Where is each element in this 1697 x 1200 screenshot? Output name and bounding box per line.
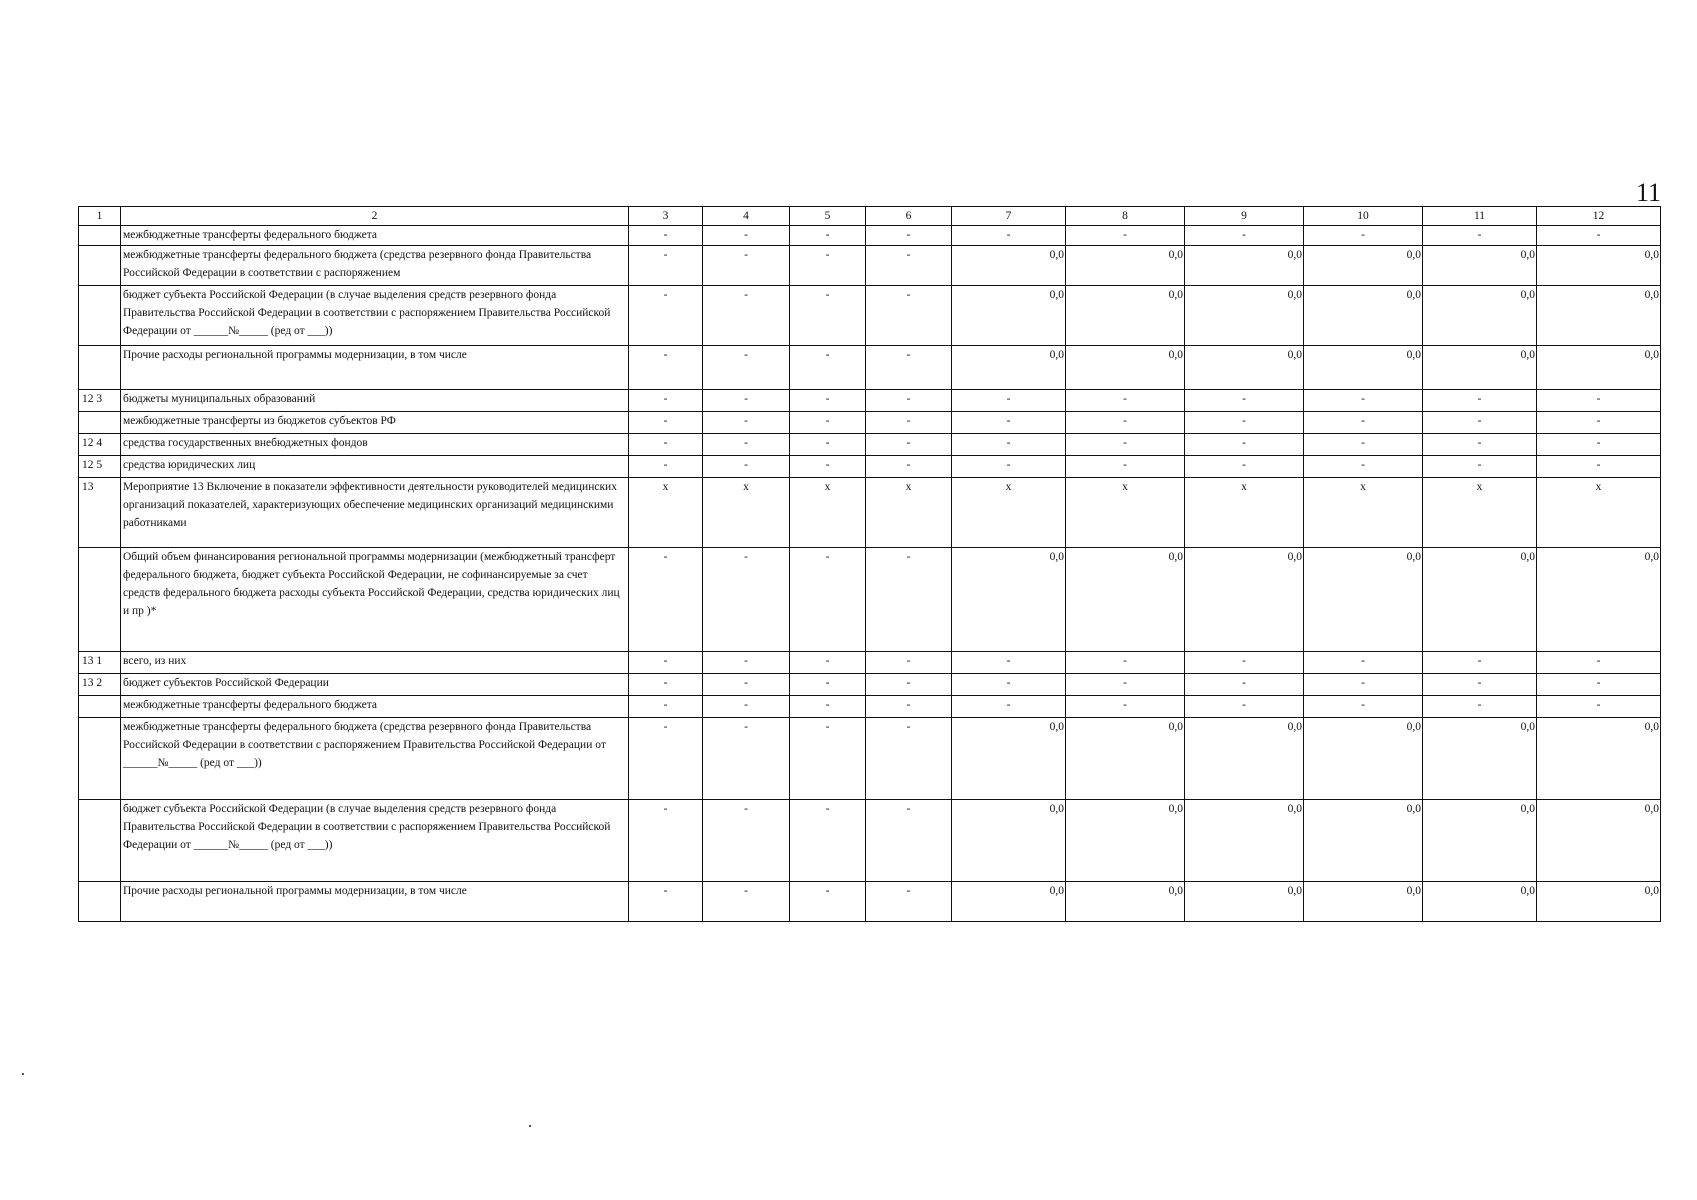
cell-value: - (790, 652, 866, 674)
row-code (79, 226, 121, 246)
column-header: 5 (790, 207, 866, 226)
row-code (79, 696, 121, 718)
cell-value: - (629, 346, 703, 390)
cell-value: - (1304, 674, 1423, 696)
scan-speck (22, 1073, 24, 1075)
cell-value: x (1185, 478, 1304, 548)
column-header: 6 (866, 207, 952, 226)
cell-value: - (1537, 674, 1661, 696)
table-row (79, 882, 1661, 922)
cell-value: - (866, 286, 952, 346)
cell-value: - (1066, 652, 1185, 674)
row-code: 13 1 (79, 652, 121, 674)
row-code: 12 5 (79, 456, 121, 478)
table-row (79, 346, 1661, 390)
cell-value: - (866, 246, 952, 286)
row-code (79, 800, 121, 882)
cell-value: 0,0 (952, 286, 1066, 346)
column-header: 10 (1304, 207, 1423, 226)
cell-value: 0,0 (952, 718, 1066, 800)
cell-value: - (629, 456, 703, 478)
cell-value: 0,0 (1537, 286, 1661, 346)
cell-value: - (703, 226, 790, 246)
cell-value: - (1537, 226, 1661, 246)
cell-value: - (1537, 434, 1661, 456)
table-row (79, 456, 1661, 478)
cell-value: - (1066, 434, 1185, 456)
cell-value: - (1304, 412, 1423, 434)
cell-value: - (629, 882, 703, 922)
cell-value: - (866, 434, 952, 456)
cell-value: - (1066, 226, 1185, 246)
cell-value: 0,0 (1185, 882, 1304, 922)
table-row (79, 390, 1661, 412)
cell-value: - (866, 674, 952, 696)
cell-value: - (790, 286, 866, 346)
cell-value: 0,0 (952, 800, 1066, 882)
cell-value: 0,0 (1304, 800, 1423, 882)
cell-value: 0,0 (952, 548, 1066, 652)
cell-value: x (703, 478, 790, 548)
cell-value: 0,0 (1066, 346, 1185, 390)
row-code: 13 (79, 478, 121, 548)
cell-value: 0,0 (1423, 718, 1537, 800)
cell-value: - (790, 548, 866, 652)
row-label: бюджет субъектов Российской Федерации (121, 674, 629, 696)
cell-value: - (1423, 674, 1537, 696)
cell-value: 0,0 (1066, 246, 1185, 286)
cell-value: - (703, 412, 790, 434)
cell-value: - (790, 674, 866, 696)
cell-value: - (1066, 674, 1185, 696)
cell-value: - (1537, 652, 1661, 674)
cell-value: - (790, 412, 866, 434)
cell-value: - (1537, 696, 1661, 718)
cell-value: - (703, 246, 790, 286)
cell-value: - (790, 456, 866, 478)
column-header: 12 (1537, 207, 1661, 226)
cell-value: - (866, 390, 952, 412)
cell-value: 0,0 (1185, 246, 1304, 286)
row-code: 12 4 (79, 434, 121, 456)
table-row (79, 478, 1661, 548)
cell-value: - (1066, 412, 1185, 434)
cell-value: - (790, 718, 866, 800)
cell-value: x (629, 478, 703, 548)
cell-value: 0,0 (1185, 286, 1304, 346)
cell-value: - (1185, 226, 1304, 246)
table-body (79, 207, 1661, 922)
cell-value: 0,0 (1185, 800, 1304, 882)
cell-value: - (790, 696, 866, 718)
cell-value: - (952, 226, 1066, 246)
row-label: межбюджетные трансферты из бюджетов субъектов РФ (121, 412, 629, 434)
cell-value: x (952, 478, 1066, 548)
table-row (79, 412, 1661, 434)
row-code (79, 286, 121, 346)
cell-value: - (1423, 696, 1537, 718)
cell-value: 0,0 (1304, 286, 1423, 346)
cell-value: - (866, 652, 952, 674)
cell-value: - (790, 226, 866, 246)
table-row (79, 718, 1661, 800)
table-row (79, 434, 1661, 456)
row-label: бюджет субъекта Российской Федерации (в случае выделения средств резервного фонда Правительства Российской Федерации в соответствии с распоряжением Правительства Российской Федерации от ______№_____ (ред от ___)) (121, 800, 629, 882)
row-label: межбюджетные трансферты федерального бюджета (121, 226, 629, 246)
column-header: 3 (629, 207, 703, 226)
cell-value: - (1423, 652, 1537, 674)
cell-value: - (790, 390, 866, 412)
cell-value: 0,0 (1304, 346, 1423, 390)
cell-value: - (866, 800, 952, 882)
cell-value: - (703, 696, 790, 718)
row-label: межбюджетные трансферты федерального бюджета (средства резервного фонда Правительства Российской Федерации в соответствии с распоряжением (121, 246, 629, 286)
cell-value: 0,0 (1304, 548, 1423, 652)
cell-value: 0,0 (1185, 548, 1304, 652)
table-row (79, 674, 1661, 696)
cell-value: x (1423, 478, 1537, 548)
row-label: средства государственных внебюджетных фондов (121, 434, 629, 456)
cell-value: - (1304, 434, 1423, 456)
cell-value: 0,0 (1537, 800, 1661, 882)
column-header: 1 (79, 207, 121, 226)
table-row (79, 226, 1661, 246)
cell-value: 0,0 (952, 882, 1066, 922)
row-label: Прочие расходы региональной программы модернизации, в том числе (121, 346, 629, 390)
cell-value: x (1066, 478, 1185, 548)
financing-table (78, 206, 1661, 922)
cell-value: - (629, 696, 703, 718)
cell-value: 0,0 (1185, 718, 1304, 800)
column-header: 9 (1185, 207, 1304, 226)
cell-value: - (1185, 652, 1304, 674)
cell-value: - (790, 434, 866, 456)
cell-value: 0,0 (1423, 882, 1537, 922)
cell-value: 0,0 (1537, 548, 1661, 652)
row-code (79, 882, 121, 922)
cell-value: - (866, 696, 952, 718)
cell-value: - (703, 390, 790, 412)
row-code (79, 246, 121, 286)
cell-value: - (1185, 456, 1304, 478)
cell-value: - (866, 346, 952, 390)
cell-value: - (1185, 434, 1304, 456)
cell-value: - (629, 434, 703, 456)
cell-value: 0,0 (1423, 346, 1537, 390)
cell-value: 0,0 (1066, 800, 1185, 882)
column-header: 2 (121, 207, 629, 226)
cell-value: - (629, 548, 703, 652)
cell-value: - (629, 674, 703, 696)
cell-value: - (629, 718, 703, 800)
cell-value: 0,0 (1537, 346, 1661, 390)
cell-value: - (703, 718, 790, 800)
cell-value: - (1304, 456, 1423, 478)
cell-value: - (1185, 696, 1304, 718)
column-header: 4 (703, 207, 790, 226)
cell-value: 0,0 (1304, 718, 1423, 800)
cell-value: x (1537, 478, 1661, 548)
cell-value: - (952, 456, 1066, 478)
row-label: средства юридических лиц (121, 456, 629, 478)
table-row (79, 800, 1661, 882)
cell-value: - (1423, 390, 1537, 412)
cell-value: - (1066, 696, 1185, 718)
cell-value: 0,0 (1537, 718, 1661, 800)
cell-value: - (1537, 456, 1661, 478)
cell-value: 0,0 (1423, 548, 1537, 652)
cell-value: - (703, 456, 790, 478)
column-header: 11 (1423, 207, 1537, 226)
row-label: Мероприятие 13 Включение в показатели эффективности деятельности руководителей медицинских организаций показателей, характеризующих обеспечение медицинских организаций медицинскими работниками (121, 478, 629, 548)
cell-value: - (1066, 456, 1185, 478)
cell-value: 0,0 (1423, 246, 1537, 286)
scan-speck (529, 1125, 531, 1127)
row-label: всего, из них (121, 652, 629, 674)
row-code: 12 3 (79, 390, 121, 412)
cell-value: - (1304, 696, 1423, 718)
cell-value: - (952, 674, 1066, 696)
row-code (79, 412, 121, 434)
cell-value: - (629, 246, 703, 286)
cell-value: 0,0 (1066, 718, 1185, 800)
cell-value: - (1423, 434, 1537, 456)
row-label: межбюджетные трансферты федерального бюджета (средства резервного фонда Правительства Российской Федерации в соответствии с распоряжением Правительства Российской Федерации от ______№_____ (ред от ___)) (121, 718, 629, 800)
cell-value: 0,0 (1423, 286, 1537, 346)
cell-value: - (1185, 412, 1304, 434)
cell-value: - (790, 246, 866, 286)
cell-value: 0,0 (1185, 346, 1304, 390)
cell-value: - (866, 718, 952, 800)
table-row (79, 286, 1661, 346)
cell-value: 0,0 (952, 346, 1066, 390)
cell-value: - (1304, 390, 1423, 412)
cell-value: - (629, 390, 703, 412)
cell-value: - (1185, 390, 1304, 412)
cell-value: - (1423, 456, 1537, 478)
row-label: межбюджетные трансферты федерального бюджета (121, 696, 629, 718)
cell-value: - (866, 548, 952, 652)
cell-value: - (790, 882, 866, 922)
table-row (79, 652, 1661, 674)
cell-value: - (790, 800, 866, 882)
table-row (79, 246, 1661, 286)
row-code (79, 718, 121, 800)
cell-value: 0,0 (1304, 246, 1423, 286)
cell-value: x (866, 478, 952, 548)
header-row (79, 207, 1661, 226)
cell-value: - (703, 286, 790, 346)
page-number: 11 (1636, 178, 1662, 207)
row-label: бюджет субъекта Российской Федерации (в случае выделения средств резервного фонда Правительства Российской Федерации в соответствии с распоряжением Правительства Российской Федерации от ______№_____ (ред от ___)) (121, 286, 629, 346)
cell-value: - (1537, 412, 1661, 434)
cell-value: 0,0 (1304, 882, 1423, 922)
cell-value: - (952, 390, 1066, 412)
cell-value: - (952, 412, 1066, 434)
cell-value: - (1066, 390, 1185, 412)
cell-value: - (703, 882, 790, 922)
cell-value: 0,0 (1423, 800, 1537, 882)
cell-value: - (1304, 226, 1423, 246)
cell-value: - (952, 434, 1066, 456)
cell-value: 0,0 (1537, 882, 1661, 922)
cell-value: - (629, 412, 703, 434)
cell-value: - (866, 882, 952, 922)
cell-value: - (629, 800, 703, 882)
cell-value: - (629, 286, 703, 346)
cell-value: - (703, 346, 790, 390)
cell-value: - (866, 456, 952, 478)
cell-value: 0,0 (1066, 548, 1185, 652)
cell-value: - (703, 434, 790, 456)
cell-value: - (866, 412, 952, 434)
cell-value: - (1423, 226, 1537, 246)
cell-value: - (703, 652, 790, 674)
row-code: 13 2 (79, 674, 121, 696)
cell-value: - (629, 226, 703, 246)
cell-value: - (629, 652, 703, 674)
cell-value: - (1537, 390, 1661, 412)
row-code (79, 548, 121, 652)
column-header: 8 (1066, 207, 1185, 226)
cell-value: - (866, 226, 952, 246)
cell-value: - (1304, 652, 1423, 674)
cell-value: 0,0 (1537, 246, 1661, 286)
row-label: Общий объем финансирования региональной программы модернизации (межбюджетный трансферт федерального бюджета, бюджет субъекта Российской Федерации, не софинансируемые за счет средств федерального бюджета расходы субъекта Российской Федерации, средства юридических лиц и пр )* (121, 548, 629, 652)
column-header: 7 (952, 207, 1066, 226)
table-row (79, 548, 1661, 652)
cell-value: - (1185, 674, 1304, 696)
row-label: бюджеты муниципальных образований (121, 390, 629, 412)
row-label: Прочие расходы региональной программы модернизации, в том числе (121, 882, 629, 922)
cell-value: - (1423, 412, 1537, 434)
cell-value: x (790, 478, 866, 548)
cell-value: - (952, 652, 1066, 674)
cell-value: - (703, 800, 790, 882)
cell-value: - (952, 696, 1066, 718)
cell-value: - (703, 548, 790, 652)
cell-value: 0,0 (952, 246, 1066, 286)
cell-value: - (790, 346, 866, 390)
cell-value: 0,0 (1066, 286, 1185, 346)
cell-value: 0,0 (1066, 882, 1185, 922)
table-row (79, 696, 1661, 718)
cell-value: x (1304, 478, 1423, 548)
cell-value: - (703, 674, 790, 696)
row-code (79, 346, 121, 390)
